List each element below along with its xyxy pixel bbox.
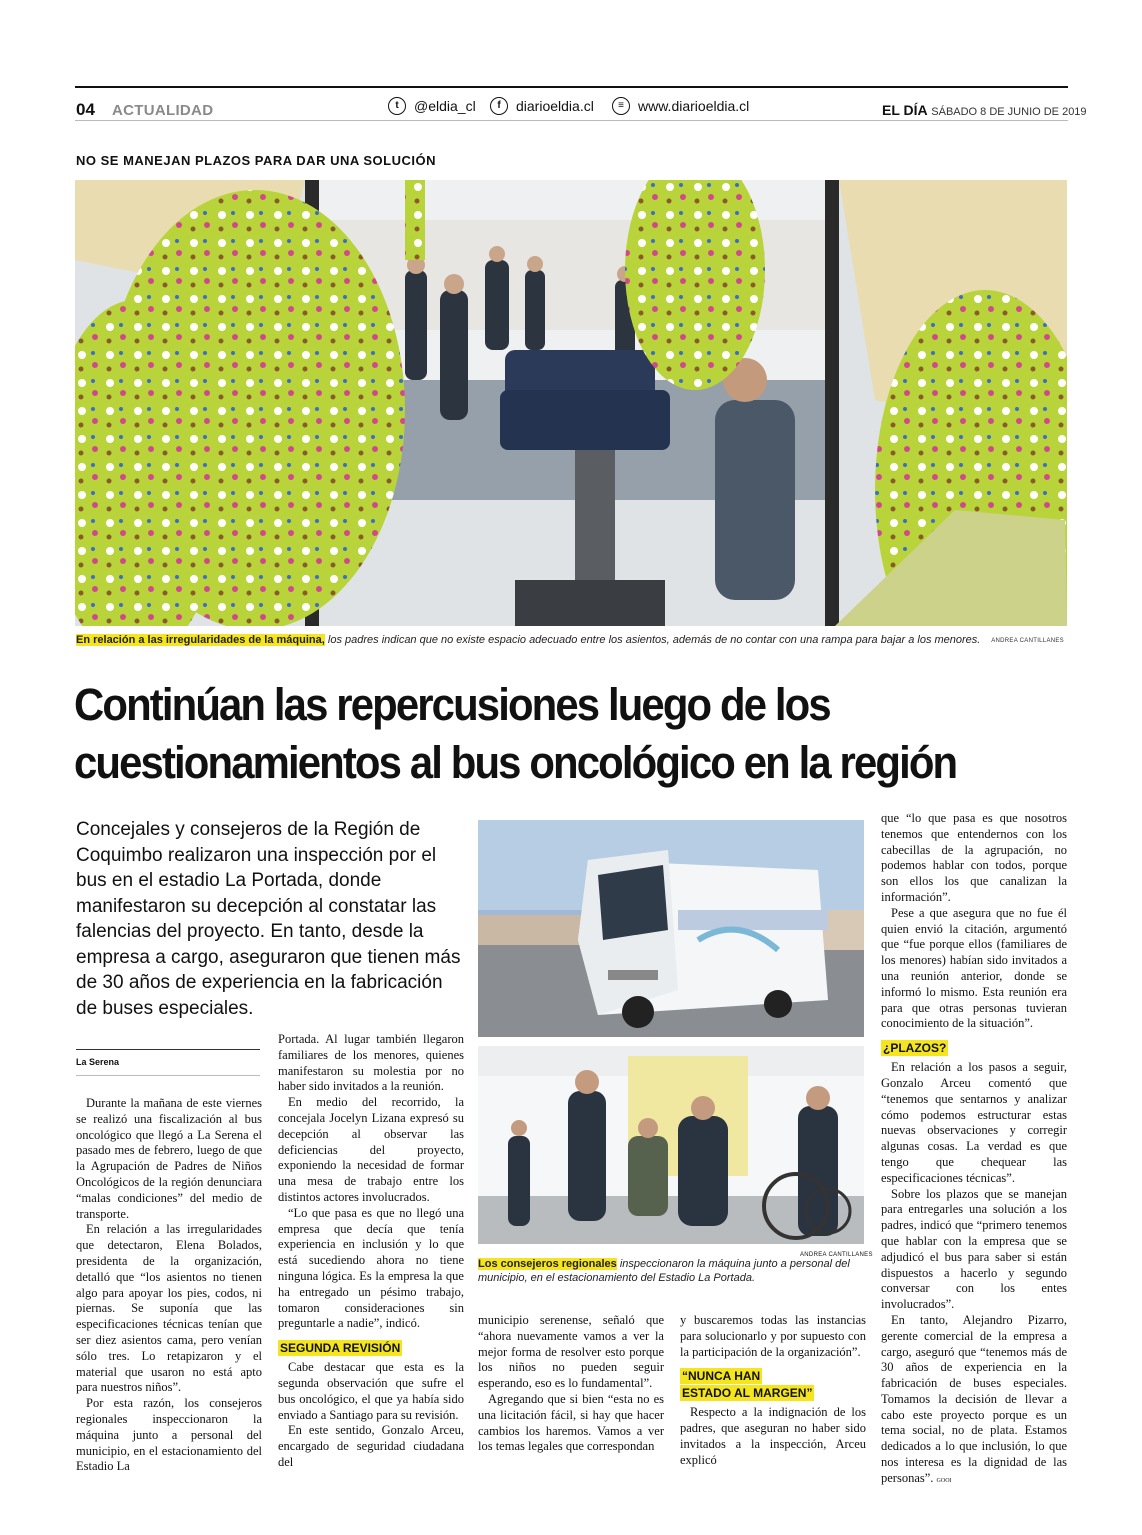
- dateline-rule: [76, 1049, 260, 1050]
- bus-exterior-photo: [478, 820, 864, 1037]
- photo-credit-2: ANDREA CANTILLANES: [800, 1252, 873, 1258]
- inspection-photo: [478, 1046, 864, 1244]
- masthead: [882, 102, 1087, 118]
- twitter-text: @eldia_cl: [414, 98, 476, 114]
- col4-paragraph-2: Respecto a la indignación de los padres, que aseguran no haber sido invitados a la inspección, Arceu explicó: [680, 1405, 866, 1467]
- caption-highlight: En relación a las irregularidades de la máquina,: [76, 634, 325, 646]
- column-2: [278, 1032, 464, 1471]
- facebook-icon: f: [490, 97, 508, 115]
- column-5: [881, 811, 1067, 1490]
- column-1: [76, 1096, 262, 1475]
- facebook-page[interactable]: [490, 97, 594, 115]
- bus-interior-illustration: [75, 180, 1067, 626]
- caption2-text: inspeccionaron la máquina junto a personal del municipio, en el estacionamiento del Estadio La Portada.: [478, 1258, 850, 1284]
- dateline-rule-bottom: [76, 1075, 260, 1076]
- subhead-nunca-han-1: “NUNCA HAN: [682, 1369, 761, 1384]
- lead-paragraph: Concejales y consejeros de la Región de Coquimbo realizaron una inspección por el bus en el estadio La Portada, donde manifestaron su decepción al constatar las falencias del proyecto. En tanto, desde la empresa a cargo, aseguraron que tienen más de 30 años de experiencia en la fabricación de buses especiales.: [76, 819, 461, 1019]
- inspection-illustration: [478, 1046, 864, 1244]
- header-top-rule: [75, 86, 1068, 88]
- col5-paragraph-4: Sobre los plazos que se manejan para entregarles una solución a los padres, indicó que “primero tenemos que hablar con la empresa que se adjudicó el bus para saber si están dispuestos a hacerlo y segundo conversar con los entes involucrados”.: [881, 1186, 1067, 1312]
- brand-name: EL DÍA: [882, 102, 928, 118]
- facebook-text: diarioeldia.cl: [516, 98, 594, 114]
- signoff: GOOI: [936, 1477, 952, 1484]
- col5-paragraph-5: [881, 1313, 1067, 1490]
- col1-paragraph-3: Por esta razón, los consejeros regionales inspeccionaron la máquina junto a personal del municipio, en el estacionamiento del Estadio La: [76, 1396, 262, 1474]
- col3-paragraph-2: Agregando que si bien “esta no es una licitación fácil, si hay que hacer cambios los haremos. Vamos a ver los temas legales que correspondan: [478, 1391, 664, 1454]
- col4-paragraph-1: y buscaremos todas las instancias para solucionarlo y por supuesto con la participación de la organización”.: [680, 1313, 866, 1359]
- col2-paragraph-4: Cabe destacar que esta es la segunda observación que sufre el bus oncológico, el que ya había sido enviado a Santiago para su revisión.: [278, 1360, 464, 1422]
- website-text: www.diarioeldia.cl: [638, 98, 750, 114]
- main-photo: [75, 180, 1067, 626]
- issue-date: SÁBADO 8 DE JUNIO DE 2019: [931, 106, 1087, 118]
- caption-text: los padres indican que no existe espacio adecuado entre los asientos, además de no contar con una rampa para bajar a los menores.: [324, 634, 981, 646]
- col2-paragraph-3: “Lo que pasa es que no llegó una empresa que decía que tenía experiencia en inclusión y lo que está sucediendo ahora no tiene ninguna lógica. Es la empresa la que ha entregado un pésimo trabajo, tomaron consideraciones sin preguntarle a nadie”, indicó.: [278, 1205, 464, 1331]
- section-name: ACTUALIDAD: [112, 102, 214, 119]
- kicker: NO SE MANEJAN PLAZOS PARA DAR UNA SOLUCIÓN: [76, 153, 436, 168]
- header-bottom-rule: [75, 120, 1068, 121]
- col3-paragraph-1: municipio serenense, señaló que “ahora nuevamente vamos a ver la mejor forma de resolver esto porque los niños no pueden seguir esperando, eso es lo fundamental”.: [478, 1313, 664, 1391]
- column-4: [680, 1313, 866, 1468]
- headline: Continúan las repercusiones luego de los cuestionamientos al bus oncológico en la región: [74, 679, 957, 788]
- col5-paragraph-2: Pese a que asegura que no fue él quien envió la citación, argumentó que “fue porque ellos (familiares de los menores) habían sido invitados a una reunión anterior, donde se informó lo mismo. Esta reunión era para que otras personas tuvieran conocimiento de la situación”.: [881, 905, 1067, 1031]
- main-photo-caption: [76, 634, 1066, 646]
- inspection-photo-caption: [478, 1257, 870, 1285]
- caption2-highlight: Los consejeros regionales: [478, 1258, 617, 1270]
- dateline: La Serena: [76, 1057, 120, 1067]
- subhead-plazos: ¿PLAZOS?: [883, 1041, 947, 1056]
- photo-credit: ANDREA CANTILLANES: [991, 638, 1064, 644]
- col2-paragraph-1: Portada. Al lugar también llegaron familiares de los menores, quienes manifestaron su molestia por no haber sido invitados a la reunión.: [278, 1032, 464, 1094]
- col5-paragraph-1: que “lo que pasa es que nosotros tenemos que entendernos con los cabecillas de la agrupación, no podemos hablar con todos, porque son ellos los que canalizan la información”.: [881, 811, 1067, 904]
- twitter-icon: t: [388, 97, 406, 115]
- col5-paragraph-3: En relación a los pasos a seguir, Gonzalo Arceu comentó que “tenemos que sentarnos y analizar cómo podemos estructurar estas nuevas observaciones y corregir algunas cosas. La verdad es que tengo que chequear las especificaciones técnicas”.: [881, 1060, 1067, 1185]
- globe-icon: ≡: [612, 97, 630, 115]
- bus-exterior-illustration: [478, 820, 864, 1037]
- col2-paragraph-2: En medio del recorrido, la concejala Jocelyn Lizana expresó su decepción al observar las deficiencias del proyecto, exponiendo la necesidad de formar una mesa de trabajo entre los distintos actores involucrados.: [278, 1095, 464, 1204]
- col1-paragraph-1: Durante la mañana de este viernes se realizó una fiscalización al bus oncológico que llegó a La Serena el pasado mes de febrero, luego de que la Agrupación de Padres de Niños Oncológicos de la región denunciara “malas condiciones” del medio de transporte.: [76, 1096, 262, 1221]
- subhead-nunca-han-2: ESTADO AL MARGEN”: [682, 1386, 813, 1401]
- column-3: [478, 1313, 664, 1455]
- page-number: 04: [76, 100, 95, 119]
- twitter-handle[interactable]: [388, 97, 476, 115]
- subhead-segunda-revision: SEGUNDA REVISIÓN: [280, 1341, 401, 1356]
- col1-paragraph-2: En relación a las irregularidades que detectaron, Elena Bolados, presidenta de la organización, detalló que “los asientos no tienen algo para apoyar los pies, codos, ni piernas. Se suponía que las especificaciones técnicas tenían que ser diez asientos cama, pero venían sólo tres. Lo retapizaron y el material que usaron no está apto para nuestros niños”.: [76, 1222, 262, 1395]
- col5-paragraph-5-text: En tanto, Alejandro Pizarro, gerente comercial de la empresa a cargo, aseguró que “tenemos más de 30 años de experiencia en la fabricación de buses especiales. Tomamos la decisión de llevar a cabo este proyecto porque es un tema social, no de plata. Estamos dedicados a lo que inclusión, lo que nos interesa es la dignidad de las personas”.: [881, 1312, 1067, 1485]
- col2-paragraph-5: En este sentido, Gonzalo Arceu, encargado de seguridad ciudadana del: [278, 1423, 464, 1469]
- website-link[interactable]: [612, 97, 749, 115]
